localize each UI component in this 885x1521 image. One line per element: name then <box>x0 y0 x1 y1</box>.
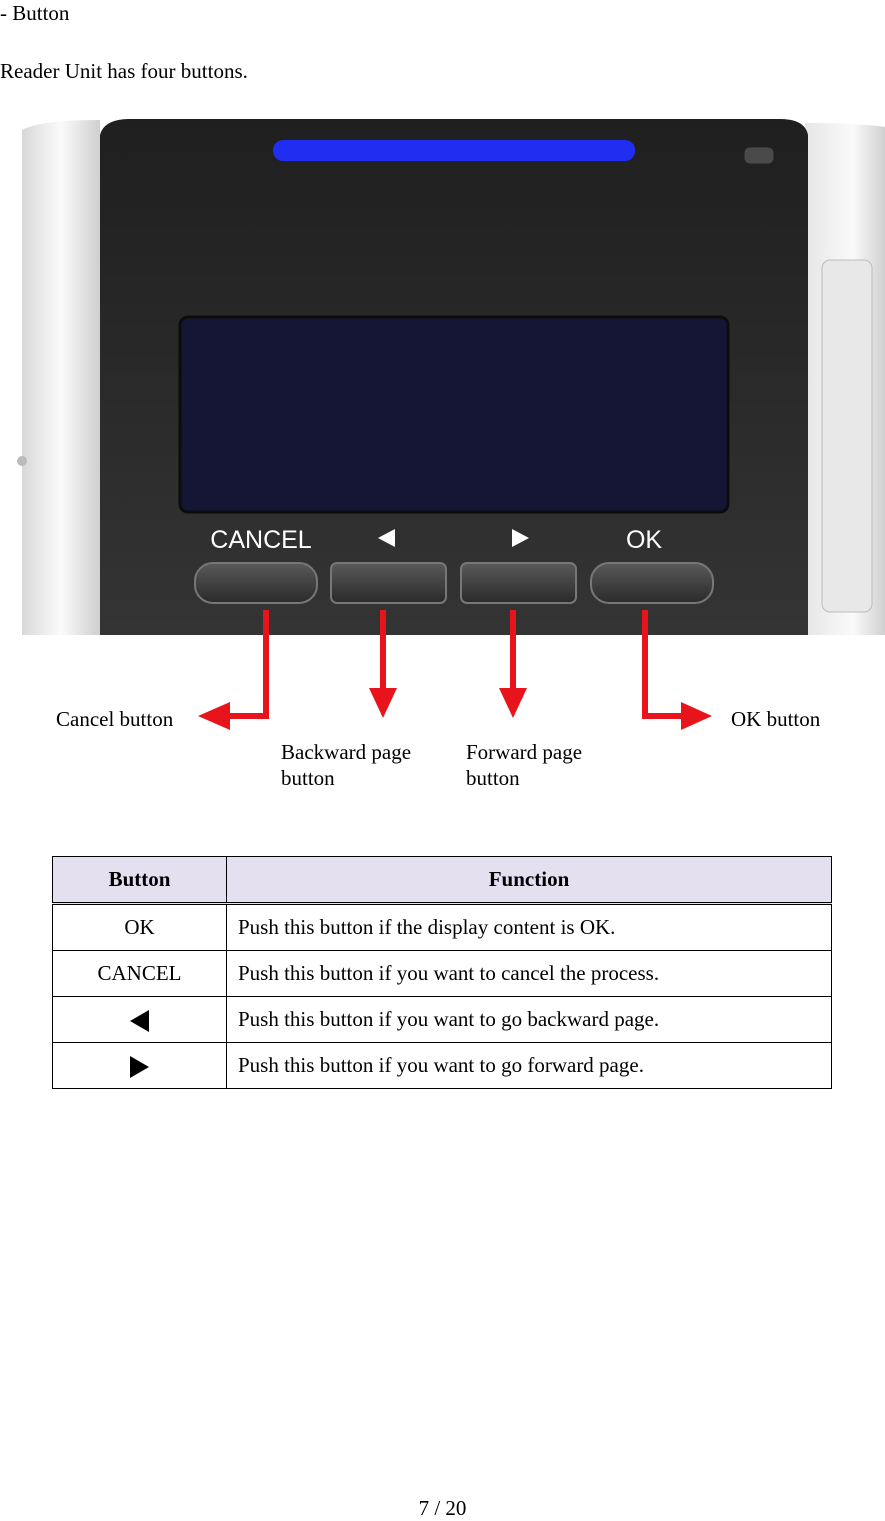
key-label-ok: OK <box>625 526 663 554</box>
table-row <box>53 1043 832 1089</box>
table-row <box>53 997 832 1043</box>
row-backward-button <box>53 997 227 1043</box>
intro-text: Reader Unit has four buttons. <box>0 59 248 83</box>
table-row <box>53 904 832 951</box>
row-backward-function: Push this button if you want to go backward page. <box>227 997 832 1043</box>
forward-triangle-icon <box>130 1056 149 1078</box>
backward-key[interactable] <box>331 563 446 603</box>
ok-arrow <box>645 610 684 716</box>
row-ok-button: OK <box>53 904 227 951</box>
header-function: Function <box>227 857 832 904</box>
cancel-arrowhead-icon <box>198 702 230 730</box>
callout-backward-line2: button <box>281 766 335 790</box>
callout-cancel-label: Cancel button <box>56 707 174 731</box>
key-label-cancel: CANCEL <box>210 526 312 554</box>
callout-backward-line1: Backward page <box>281 740 412 764</box>
side-screw-icon <box>17 456 27 466</box>
sensor-indicator <box>744 147 774 164</box>
row-ok-function: Push this button if the display content is OK. <box>227 904 832 951</box>
ok-key[interactable] <box>591 563 713 603</box>
header-button: Button <box>53 857 227 904</box>
button-function-table <box>52 856 832 1089</box>
callout-forward-line2: button <box>466 766 520 790</box>
callout-ok-label: OK button <box>731 707 821 731</box>
row-cancel-button: CANCEL <box>53 951 227 997</box>
backward-triangle-icon <box>130 1010 149 1032</box>
ok-arrowhead-icon <box>681 702 712 730</box>
row-cancel-function: Push this button if you want to cancel the process. <box>227 951 832 997</box>
section-heading: - Button <box>0 1 70 25</box>
cancel-arrow <box>228 610 266 716</box>
callout-forward-label <box>466 739 582 791</box>
table-header-row <box>53 857 832 904</box>
row-forward-button <box>53 1043 227 1089</box>
reader-unit-illustration <box>0 105 885 645</box>
row-forward-function: Push this button if you want to go forward page. <box>227 1043 832 1089</box>
cancel-key[interactable] <box>195 563 317 603</box>
forward-key[interactable] <box>461 563 576 603</box>
lcd-display <box>180 317 728 512</box>
forward-arrowhead-icon <box>499 688 527 718</box>
led-strip <box>273 140 635 161</box>
callout-forward-line1: Forward page <box>466 740 583 764</box>
callout-backward-label <box>281 739 411 791</box>
device-shell-left <box>22 120 100 635</box>
backward-arrowhead-icon <box>369 688 397 718</box>
table-row <box>53 951 832 997</box>
side-cover <box>822 260 872 612</box>
page-number: 7 / 20 <box>418 1496 467 1520</box>
